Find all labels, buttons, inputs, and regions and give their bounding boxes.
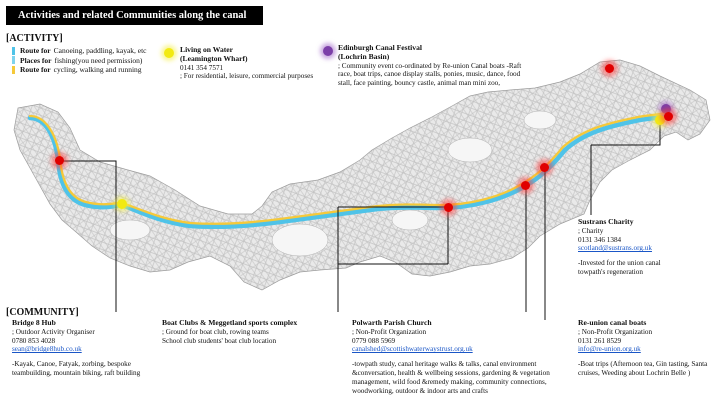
living-on-water-info: Living on Water (Leamington Wharf) 0141 354 7571 ; For residential, leisure, commercial purposes bbox=[180, 45, 314, 81]
legend-canoe-route: Route for Canoeing, paddling, kayak, etc bbox=[12, 46, 147, 56]
marker-living-on-water[interactable] bbox=[117, 199, 127, 209]
marker-reunion-boats[interactable] bbox=[540, 163, 549, 172]
marker-sustrans[interactable] bbox=[605, 64, 614, 73]
reunion-email-link[interactable]: info@re-union.org.uk bbox=[578, 345, 641, 354]
marker-bridge8-hub[interactable] bbox=[55, 156, 64, 165]
living-on-water-legend-icon bbox=[164, 48, 174, 58]
bridge8-info: Bridge 8 Hub ; Outdoor Activity Organiser 0780 853 4028 sean@bridge8hub.co.uk -Kayak, Canoe, Fatyak, zorbing, bespoke teambuilding, mountain biking, raft building bbox=[12, 319, 162, 378]
marker-lochrin-red[interactable] bbox=[664, 112, 673, 121]
legend-fishing-places: Places for fishing(you need permission) bbox=[12, 56, 147, 66]
cycling-swatch-icon bbox=[12, 66, 15, 74]
canoe-swatch-icon bbox=[12, 47, 15, 55]
canal-festival-info: Edinburgh Canal Festival (Lochrin Basin) ; Community event co-ordinated by Re-union Canal boats -Raft race, boat trips, canoe display stalls, ponies, music, dance, food stall, face painting, bouncy castle, animal man mini zoo, bbox=[338, 43, 522, 88]
boat-clubs-info: Boat Clubs & Meggetland sports complex ; Ground for boat club, rowing teams School club students' boat club location bbox=[162, 318, 298, 345]
fishing-swatch-icon bbox=[12, 56, 15, 64]
activity-heading: [ACTIVITY] bbox=[6, 33, 63, 44]
canal-festival-legend-icon bbox=[323, 46, 333, 56]
bridge8-email-link[interactable]: sean@bridge8hub.co.uk bbox=[12, 345, 82, 354]
community-heading: [COMMUNITY] bbox=[6, 307, 79, 318]
marker-boat-clubs[interactable] bbox=[444, 203, 453, 212]
marker-polwarth-church[interactable] bbox=[521, 181, 530, 190]
page-title: Activities and related Communities along the canal bbox=[6, 6, 263, 25]
reunion-info: Re-union canal boats ; Non-Profit Organization 0131 261 8529 info@re-union.org.uk -Boat trips (Afternoon tea, Gin tasting, Santa cruises, Weeding about Lochrin Belle ) bbox=[578, 319, 712, 378]
sustrans-info: Sustrans Charity ; Charity 0131 346 1384 scotland@sustrans.org.uk -Invested for the union canal towpath's regeneration bbox=[578, 218, 688, 277]
sustrans-email-link[interactable]: scotland@sustrans.org.uk bbox=[578, 244, 652, 253]
activity-legend bbox=[12, 46, 147, 75]
polwarth-info: Polwarth Parish Church ; Non-Profit Organization 0779 088 5969 canalshed@scottishwaterwaystrust.org.uk -towpath study, canal heritage walks & talks, canal environment &conversation, health & wellbeing sessions, gardening & vegetation management, wild food &remedy making, community connections, woodworking, outdoor & indoor arts and crafts bbox=[352, 319, 564, 395]
legend-cycling-route: Route for cycling, walking and running bbox=[12, 65, 147, 75]
polwarth-email-link[interactable]: canalshed@scottishwaterwaystrust.org.uk bbox=[352, 345, 473, 354]
